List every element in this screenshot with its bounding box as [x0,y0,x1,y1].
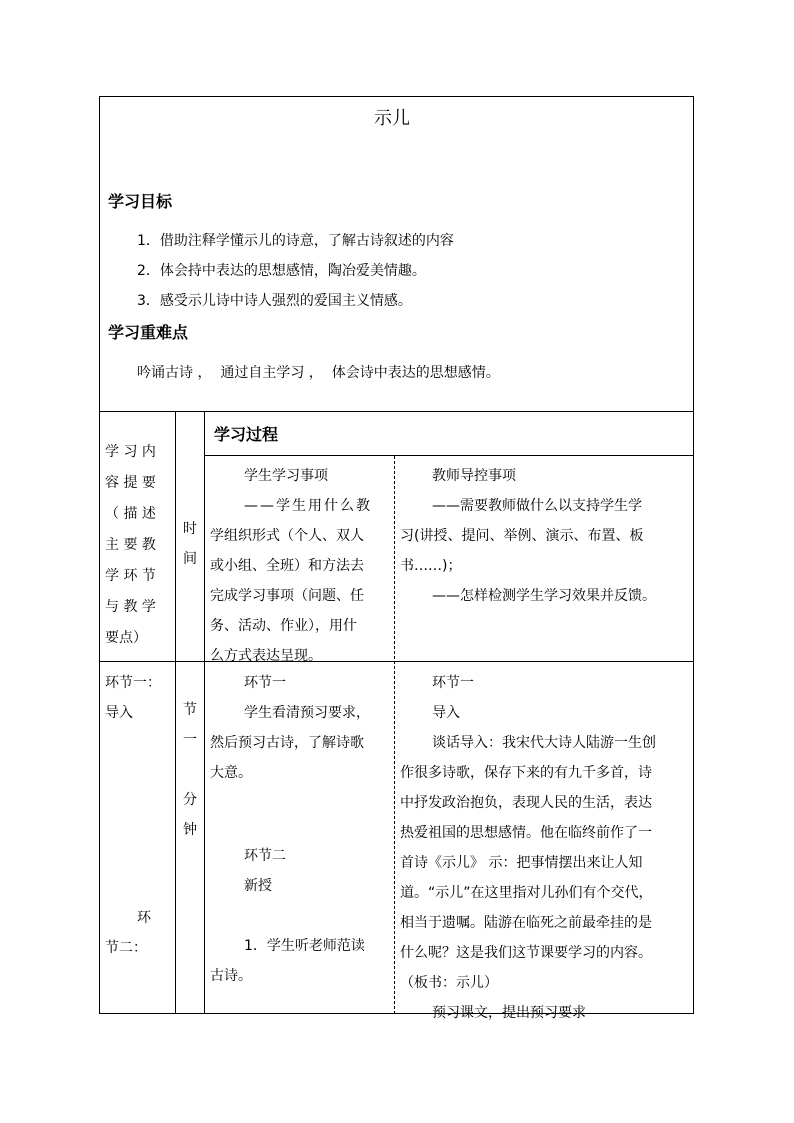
teacher-line: 导入 [432,705,460,721]
header-line: 主 要 教 [105,537,156,553]
objective-item: 2．体会持中表达的思想感情，陶冶爱美情趣。 [137,263,426,279]
objectives-heading: 学习目标 [108,192,173,211]
difficulties-heading: 学习重难点 [108,323,189,342]
student-line: 学生看清预习要求， [244,705,370,721]
col-divider-left [175,411,176,1014]
stage-label-2 [105,903,173,963]
student-line: 环节二 [244,848,286,864]
student-col-desc: 务、活动、作业），用什 [210,618,357,634]
teacher-col-desc: 习(讲授、提问、举例、演示、布置、板 [400,528,644,544]
teacher-line: 热爱祖国的思想感情。他在临终前作了一 [400,825,652,841]
objective-item: 1．借助注释学懂示儿的诗意，了解古诗叙述的内容 [137,233,454,249]
header-line: 学 习 内 [105,444,156,460]
student-activities-2 [210,841,390,901]
objective-item: 3．感受示儿诗中诗人强烈的爱国主义情感。 [137,293,412,309]
teacher-activities [400,668,690,1028]
student-column-header [210,461,390,671]
student-col-desc: 完成学习事项（问题、任 [210,588,364,604]
teacher-line: 首诗《示儿》 示：把事情摆出来让人知 [400,855,643,871]
time-char: 一 [183,732,197,748]
col-divider-time [204,411,205,1014]
time-char: 钟 [183,822,197,838]
row-divider-1 [99,411,694,412]
teacher-col-desc: ——怎样检测学生学习效果并反馈。 [432,588,656,604]
student-activities-3 [210,931,390,991]
process-heading: 学习过程 [214,425,279,444]
student-col-desc: 或小组、全班）和方法去 [210,558,364,574]
difficulties-text: 吟诵古诗 ， 通过自主学习 ， 体会诗中表达的思想感情。 [137,365,500,381]
student-col-desc: 么方式表达呈现。 [210,648,322,664]
time-char: 时 [183,521,197,537]
time-char: 分 [183,792,197,808]
teacher-line: 谈话导入：我宋代大诗人陆游一生创 [432,735,656,751]
student-line: 然后预习古诗，了解诗歌 [210,735,364,751]
teacher-col-title: 教师导控事项 [432,468,516,484]
teacher-line: 环节一 [432,675,474,691]
teacher-col-desc: ——需要教师做什么以支持学生学 [432,498,642,514]
stage-label-line: 环 [137,910,151,926]
header-line: 学 环 节 [105,568,156,584]
content-summary-header [105,437,173,654]
teacher-line: 中抒发政治抱负，表现人民的生活，表达 [400,795,652,811]
student-activities [210,668,390,788]
student-line: 环节一 [244,675,286,691]
time-char: 间 [183,551,197,567]
student-line: 1．学生听老师范读 [244,938,365,954]
teacher-line: 预习课文，提出预习要求 [432,1005,586,1021]
teacher-line: 道。“示儿”在这里指对儿孙们有个交代， [400,885,653,901]
stage-label-line: 节二： [105,940,147,956]
stage-label [105,668,161,728]
header-line: （ 描 述 [105,506,156,522]
header-line: 与 教 学 [105,599,156,615]
student-col-desc: ——学生用什么教 [244,498,372,514]
time-value [180,695,200,845]
page-title: 示儿 [374,108,410,129]
student-col-desc: 学组织形式（个人、双人 [210,528,364,544]
teacher-line: 相当于遗嘱。陆游在临死之前最牵挂的是 [400,915,652,931]
teacher-line: 什么呢？这是我们这节课要学习的内容。 [400,945,652,961]
stage-label-line: 环节一： [105,675,161,691]
time-header [180,514,200,574]
student-line: 大意。 [210,765,252,781]
heading-divider [204,455,694,456]
teacher-line: （板书：示儿） [400,975,498,991]
student-line: 新授 [244,878,272,894]
col-divider-dashed [394,456,395,1014]
time-char: 节 [183,702,197,718]
header-line: 要点） [105,630,147,646]
row-divider-2 [99,661,694,662]
teacher-line: 作很多诗歌，保存下来的有九千多首，诗 [400,765,652,781]
stage-label-line: 导入 [105,705,133,721]
header-line: 容 提 要 [105,475,156,491]
student-col-title: 学生学习事项 [244,468,328,484]
student-line: 古诗。 [210,968,252,984]
time-char [180,755,200,785]
teacher-column-header [400,461,690,611]
teacher-col-desc: 书……)； [400,558,462,574]
